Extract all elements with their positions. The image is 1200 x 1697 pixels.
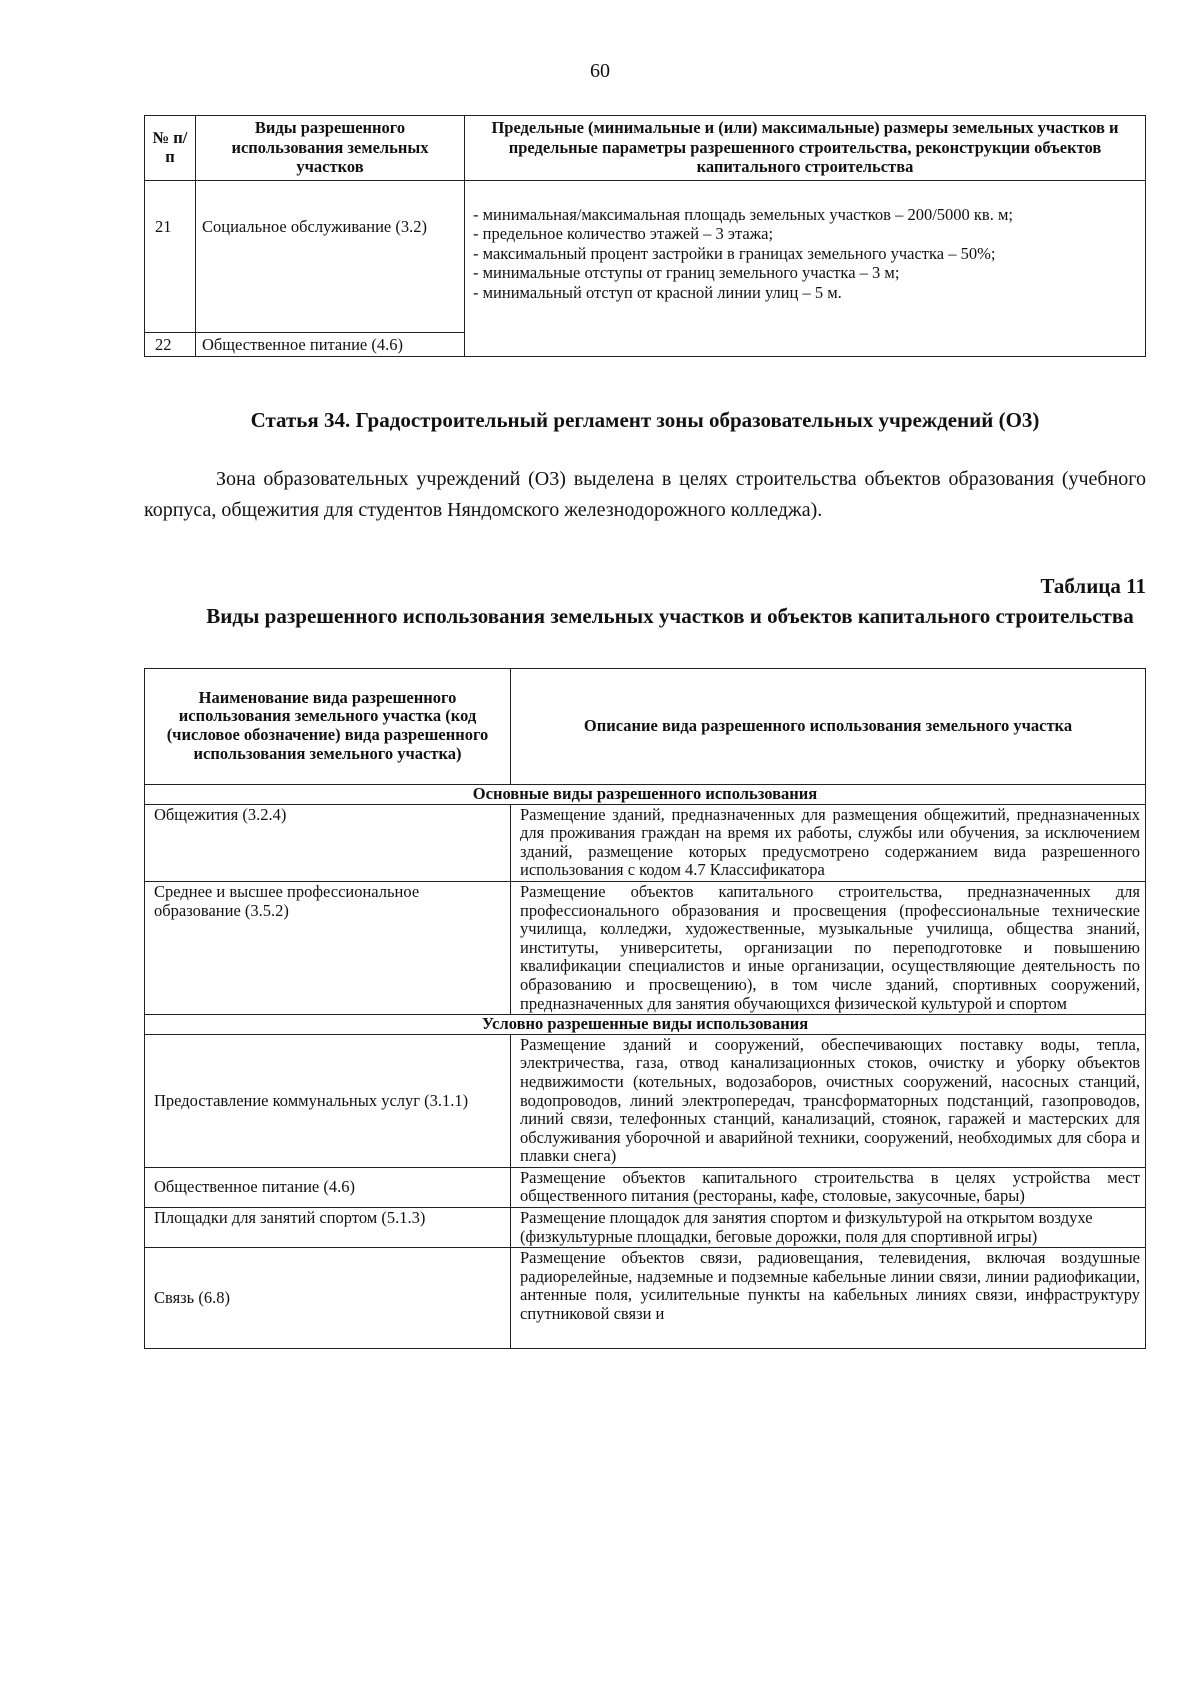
article-title: Статья 34. Градостроительный регламент зоны образовательных учреждений (О3) [250, 408, 1040, 432]
use-description: Размещение объектов капитального строительства, предназначенных для профессионального образования и просвещения (профессиональные технические училища, колледжи, художественные, музыкальные училища, общества знаний, институты, университеты, организации по переподготовке и повышению квалификации специалистов и иные организации, осуществляющие деятельность по образованию и просвещению), в том числе зданий, спортивных сооружений, предназначенных для занятия обучающихся физической культурой и спортом [511, 881, 1146, 1014]
table-row [145, 881, 1146, 1014]
use-description: Размещение объектов связи, радиовещания, телевидения, включая воздушные радиорелейные, надземные и подземные кабельные линии связи, линии радиофикации, антенные поля, усилительные пункты на кабельных линиях связи, инфраструктуру спутниковой связи и [511, 1248, 1146, 1349]
page-number: 60 [590, 60, 610, 82]
table-row [145, 1167, 1146, 1207]
section-conditional-uses: Условно разрешенные виды использования [145, 1015, 1146, 1035]
column-header-use-type: Виды разрешенного использования земельных участков [196, 116, 465, 181]
use-name: Площадки для занятий спортом (5.1.3) [145, 1208, 511, 1248]
section-main-uses: Основные виды разрешенного использования [145, 785, 1146, 805]
table-row [145, 804, 1146, 881]
use-name: Общественное питание (4.6) [145, 1167, 511, 1207]
table-row [145, 1034, 1146, 1167]
parameter-item: - предельное количество этажей – 3 этажа; [473, 224, 774, 243]
section-row [145, 1015, 1146, 1035]
zone-parameters-table [144, 115, 1146, 357]
table-row [145, 1248, 1146, 1349]
parameter-item: - минимальный отступ от красной линии улиц – 5 м. [473, 282, 842, 302]
column-header-parameters: Предельные (минимальные и (или) максимальные) размеры земельных участков и предельные параметры разрешенного строительства, реконструкции объектов капитального строительства [465, 116, 1146, 181]
use-name: Связь (6.8) [145, 1248, 511, 1349]
row-number: 22 [145, 332, 196, 357]
table-row [145, 180, 1146, 332]
row-number: 21 [145, 180, 196, 332]
use-type-name: Социальное обслуживание (3.2) [196, 180, 465, 332]
use-name: Предоставление коммунальных услуг (3.1.1) [145, 1034, 511, 1167]
use-description: Размещение площадок для занятия спортом и физкультурой на открытом воздухе (физкультурные площадки, беговые дорожки, поля для спортивной игры) [511, 1208, 1146, 1248]
use-description: Размещение зданий и сооружений, обеспечивающих поставку воды, тепла, электричества, газа, отвод канализационных стоков, очистку и уборку объектов недвижимости (котельных, водозаборов, очистных сооружений, насосных станций, водопроводов, линий электропередач, трансформаторных подстанций, газопроводов, линий связи, телефонных станций, канализаций, стоянок, гаражей и мастерских для обслуживания уборочной и аварийной техники, сооружений, необходимых для сбора и плавки снега) [511, 1034, 1146, 1167]
column-header-use-name: Наименование вида разрешенного использования земельного участка (код (числовое обозначение) вида разрешенного использования земельного участка) [145, 669, 511, 785]
use-type-name: Общественное питание (4.6) [196, 332, 465, 357]
table-row [145, 1208, 1146, 1248]
permitted-use-table [144, 668, 1146, 1349]
parameter-item: - максимальный процент застройки в границах земельного участка – 50%; [473, 243, 996, 263]
parameter-item: - минимальные отступы от границ земельного участка – 3 м; [473, 263, 900, 282]
table-number: Таблица 11 [1040, 574, 1146, 598]
zone-description: Зона образовательных учреждений (О3) выделена в целях строительства объектов образования (учебного корпуса, общежития для студентов Няндомского железнодорожного колледжа). [144, 468, 1146, 521]
parameters-list [465, 180, 1146, 357]
parameter-item: - минимальная/максимальная площадь земельных участков – 200/5000 кв. м; [473, 204, 1013, 224]
use-name: Среднее и высшее профессиональное образование (3.5.2) [145, 881, 511, 1014]
use-description: Размещение зданий, предназначенных для размещения общежитий, предназначенных для проживания граждан на время их работы, службы или обучения, за исключением зданий, размещение которых предусмотрено содержанием вида разрешенного использования с кодом 4.7 Классификатора [511, 804, 1146, 881]
use-name: Общежития (3.2.4) [145, 804, 511, 881]
table-header-row [145, 116, 1146, 181]
use-description: Размещение объектов капитального строительства в целях устройства мест общественного питания (рестораны, кафе, столовые, закусочные, бары) [511, 1167, 1146, 1207]
column-header-number: № п/п [145, 116, 196, 181]
section-row [145, 785, 1146, 805]
column-header-use-description: Описание вида разрешенного использования земельного участка [511, 669, 1146, 785]
table-title: Виды разрешенного использования земельных участков и объектов капитального строительства [206, 604, 1134, 628]
table-header-row [145, 669, 1146, 785]
